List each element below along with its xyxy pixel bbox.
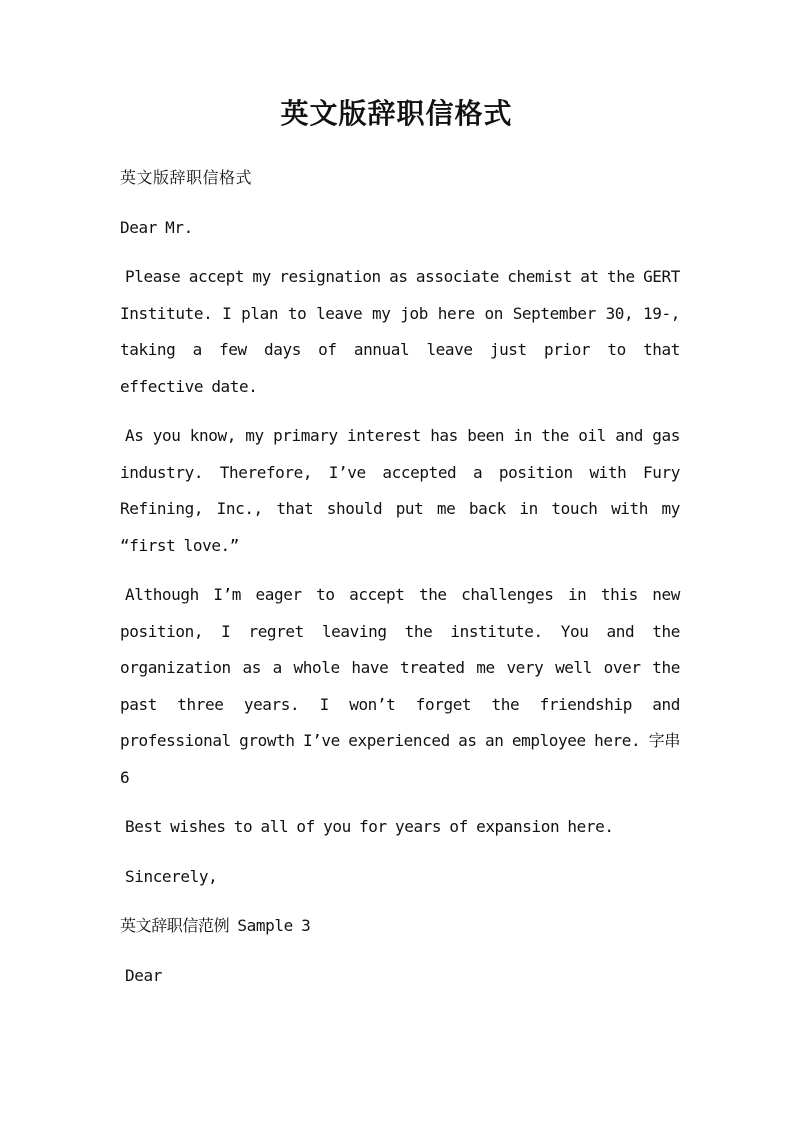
sample-heading-paragraph: 英文辞职信范例 Sample 3 <box>120 916 311 935</box>
closing-paragraph: Sincerely, <box>125 866 218 886</box>
salutation-paragraph: Dear Mr. <box>120 217 193 237</box>
gratitude-paragraph: Although I’m eager to accept the challenges in this new position, I regret leaving the institute. You and the organization as a whole have treated me very well over the past three years. I won’t forget the friendship and professional growth I’ve experienced as an employee here. 字串6 <box>120 585 680 787</box>
reason-paragraph: As you know, my primary interest has been in the oil and gas industry. Therefore, I’ve accepted a position with Fury Refining, Inc., that should put me back in touch with my “first love.” <box>120 426 680 555</box>
subtitle-paragraph: 英文版辞职信格式 <box>120 168 253 187</box>
document-body <box>120 160 680 1007</box>
document-title: 英文版辞职信格式 <box>280 97 513 130</box>
wishes-paragraph: Best wishes to all of you for years of expansion here. <box>125 817 614 836</box>
resignation-paragraph: Please accept my resignation as associate chemist at the GERT Institute. I plan to leave my job here on September 30, 19-, taking a few days of annual leave just prior to that effective date. <box>120 267 680 396</box>
second-salutation-paragraph: Dear <box>125 965 162 985</box>
